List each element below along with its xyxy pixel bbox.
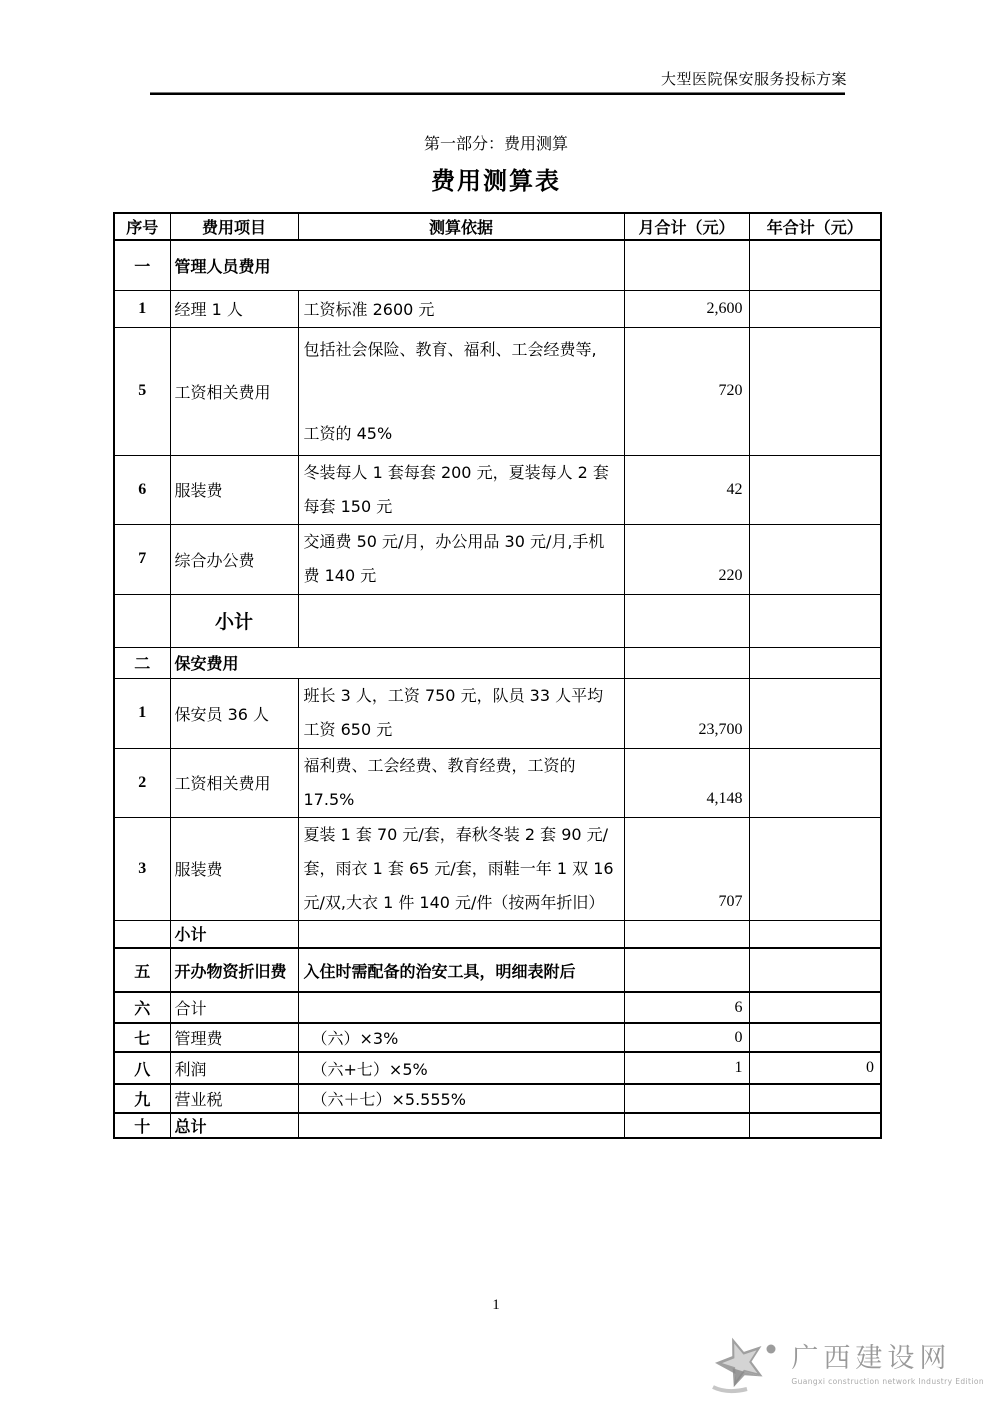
cell-month-total: 23,700 xyxy=(624,678,749,748)
cell-year-total xyxy=(749,1113,881,1138)
cell-basis xyxy=(298,920,624,948)
cell-basis: 包括社会保险、教育、福利、工会经费等, 工资的 45% xyxy=(298,327,624,455)
cell-year-total xyxy=(749,240,881,290)
cell-month-total xyxy=(624,1084,749,1113)
col-header-year-total: 年合计（元） xyxy=(749,213,881,240)
cell-basis xyxy=(298,992,624,1023)
cell-item: 服装费 xyxy=(170,455,298,524)
cell-month-total: 220 xyxy=(624,524,749,594)
cell-serial: 八 xyxy=(114,1052,170,1084)
cell-year-total xyxy=(749,678,881,748)
cell-item: 经理 1 人 xyxy=(170,290,298,327)
cell-item: 营业税 xyxy=(170,1084,298,1113)
cell-year-total: 0 xyxy=(749,1052,881,1084)
cell-serial: 7 xyxy=(114,524,170,594)
cell-basis: 工资标准 2600 元 xyxy=(298,290,624,327)
table-row xyxy=(114,455,881,524)
cell-basis: （六）×3% xyxy=(298,1023,624,1052)
watermark-logo xyxy=(701,1334,984,1396)
cell-serial xyxy=(114,920,170,948)
cell-year-total xyxy=(749,455,881,524)
cell-month-total: 42 xyxy=(624,455,749,524)
cell-year-total xyxy=(749,920,881,948)
table-row xyxy=(114,290,881,327)
cell-year-total xyxy=(749,817,881,920)
cell-year-total xyxy=(749,1084,881,1113)
table-row xyxy=(114,1113,881,1138)
table-row xyxy=(114,920,881,948)
cell-basis: 交通费 50 元/月，办公用品 30 元/月,手机 费 140 元 xyxy=(298,524,624,594)
cell-item: 服装费 xyxy=(170,817,298,920)
cell-year-total xyxy=(749,992,881,1023)
cell-basis: 冬装每人 1 套每套 200 元，夏装每人 2 套 每套 150 元 xyxy=(298,455,624,524)
cell-serial: 6 xyxy=(114,455,170,524)
cell-item: 保安员 36 人 xyxy=(170,678,298,748)
cell-item: 保安费用 xyxy=(170,647,624,678)
cell-basis: （六+七）×5% xyxy=(298,1052,624,1084)
table-row xyxy=(114,524,881,594)
cell-month-total xyxy=(624,594,749,647)
table-row xyxy=(114,678,881,748)
cell-serial: 1 xyxy=(114,678,170,748)
cell-basis xyxy=(298,1113,624,1138)
col-header-basis: 测算依据 xyxy=(298,213,624,240)
document-header-title: 大型医院保安服务投标方案 xyxy=(660,70,847,88)
cost-table xyxy=(113,212,882,1139)
table-row xyxy=(114,240,881,290)
cell-item: 管理费 xyxy=(170,1023,298,1052)
cell-item: 利润 xyxy=(170,1052,298,1084)
header-rule xyxy=(150,92,845,95)
cell-serial xyxy=(114,594,170,647)
table-row xyxy=(114,948,881,992)
cell-basis: 班长 3 人，工资 750 元，队员 33 人平均 工资 650 元 xyxy=(298,678,624,748)
cell-month-total: 2,600 xyxy=(624,290,749,327)
table-row xyxy=(114,992,881,1023)
cost-table-body xyxy=(114,240,881,1138)
cell-item: 总计 xyxy=(170,1113,298,1138)
cell-year-total xyxy=(749,327,881,455)
cost-table-header xyxy=(114,213,881,240)
cell-month-total xyxy=(624,240,749,290)
cell-serial: 七 xyxy=(114,1023,170,1052)
page-number: 1 xyxy=(492,1297,500,1313)
cell-year-total xyxy=(749,524,881,594)
cell-year-total xyxy=(749,647,881,678)
cell-serial: 5 xyxy=(114,327,170,455)
table-row xyxy=(114,1052,881,1084)
cell-year-total xyxy=(749,290,881,327)
table-row xyxy=(114,1023,881,1052)
cell-item: 合计 xyxy=(170,992,298,1023)
cell-basis xyxy=(298,594,624,647)
cell-serial: 1 xyxy=(114,290,170,327)
col-header-item: 费用项目 xyxy=(170,213,298,240)
watermark-site-name: 广西建设网 xyxy=(791,1343,952,1375)
cell-item: 小计 xyxy=(170,920,298,948)
page-title: 费用测算表 xyxy=(431,167,561,195)
table-row xyxy=(114,817,881,920)
cell-month-total: 6 xyxy=(624,992,749,1023)
table-row xyxy=(114,1084,881,1113)
cell-item: 小计 xyxy=(170,594,298,647)
cell-serial: 十 xyxy=(114,1113,170,1138)
cell-basis: （六＋七）×5.555% xyxy=(298,1084,624,1113)
cell-serial: 九 xyxy=(114,1084,170,1113)
watermark-tagline: Guangxi construction network Industry Edition xyxy=(791,1376,984,1386)
cell-month-total xyxy=(624,920,749,948)
cell-month-total: 1 xyxy=(624,1052,749,1084)
cell-serial: 五 xyxy=(114,948,170,992)
cell-year-total xyxy=(749,1023,881,1052)
col-header-serial: 序号 xyxy=(114,213,170,240)
table-row xyxy=(114,647,881,678)
table-row xyxy=(114,748,881,817)
table-row xyxy=(114,594,881,647)
cell-year-total xyxy=(749,948,881,992)
cell-serial: 二 xyxy=(114,647,170,678)
cell-month-total: 707 xyxy=(624,817,749,920)
cell-serial: 六 xyxy=(114,992,170,1023)
table-row xyxy=(114,327,881,455)
cell-item: 开办物资折旧费 xyxy=(170,948,298,992)
cell-serial: 3 xyxy=(114,817,170,920)
cell-item: 综合办公费 xyxy=(170,524,298,594)
cell-basis: 入住时需配备的治安工具，明细表附后 xyxy=(298,948,624,992)
cell-month-total xyxy=(624,948,749,992)
cell-serial: 一 xyxy=(114,240,170,290)
cell-month-total xyxy=(624,1113,749,1138)
cell-year-total xyxy=(749,748,881,817)
cell-month-total: 0 xyxy=(624,1023,749,1052)
cell-basis: 福利费、工会经费、教育经费，工资的 17.5% xyxy=(298,748,624,817)
section-title: 第一部分：费用测算 xyxy=(423,134,568,153)
cell-item: 管理人员费用 xyxy=(170,240,624,290)
header-row xyxy=(114,213,881,240)
col-header-month-total: 月合计（元） xyxy=(624,213,749,240)
cell-item: 工资相关费用 xyxy=(170,748,298,817)
cell-month-total: 720 xyxy=(624,327,749,455)
cell-year-total xyxy=(749,594,881,647)
star-logo-icon xyxy=(701,1334,787,1396)
cell-basis: 夏装 1 套 70 元/套，春秋冬装 2 套 90 元/ 套，雨衣 1 套 65 元/套，雨鞋一年 1 双 16 元/双,大衣 1 件 140 元/件（按两年折旧） xyxy=(298,817,624,920)
cell-serial: 2 xyxy=(114,748,170,817)
cell-item: 工资相关费用 xyxy=(170,327,298,455)
cell-month-total xyxy=(624,647,749,678)
cell-month-total: 4,148 xyxy=(624,748,749,817)
